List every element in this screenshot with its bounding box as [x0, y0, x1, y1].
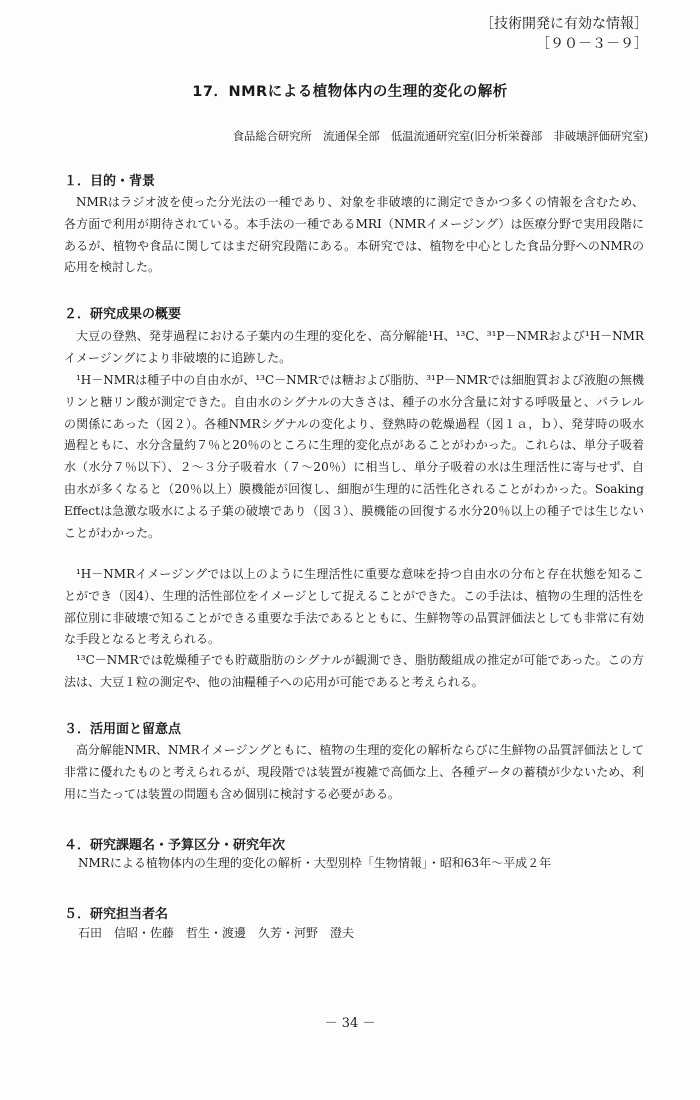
section-2-paragraph-2: ¹H－NMRは種子中の自由水が、¹³C－NMRでは糖および脂肪、³¹P－NMRでは細胞質および液胞の無機リンと糖リン酸が測定できた。自由水のシグナルの大きさは、種子の水分含量に対する呼吸量と、パラレルの関係にあった（図２）。各種NMRシグナルの変化より、登熟時の乾燥過程（図１ａ，ｂ）、発芽時の吸水過程ともに、水分含量約７％と20％のところに生理的変化点があることがわかった。これらは、単分子吸着水（水分７％以下）、２～３分子吸着水（７～20％）に相当し、単分子吸着の水は生理活性に寄与せず、自由水が多くなると（20％以上）膜機能が回復し、細胞が生理的に活性化されることがわかった。Soaking Effectは急激な吸水による子葉の破壊であり（図３）、膜機能の回復する水分20％以上の種子では生じないことがわかった。	[64, 373, 644, 540]
page-number: － 34 －	[324, 1016, 376, 1031]
info-number: ［９０－３－９］	[536, 36, 648, 52]
section-2-paragraph-3: ¹H－NMRイメージングでは以上のように生理活性に重要な意味を持つ自由水の分布と存在状態を知ることができ（図4）、生理的活性部位をイメージとして捉えることができた。この手法は、植物の生理的活性を部位別に非破壊で知ることができる重要な手法であるとともに、生鮮物等の品質評価法としても非常に有効な手段となると考えられる。	[64, 567, 644, 647]
page-title: 17．NMRによる植物体内の生理的変化の解析	[192, 84, 508, 100]
research-project-line: NMRによる植物体内の生理的変化の解析・大型別枠「生物情報」・昭和63年～平成２年	[78, 856, 552, 870]
document-code	[480, 14, 648, 54]
section-heading-2: ２．研究成果の概要	[64, 307, 182, 322]
section-2-paragraph-1: 大豆の登熟、発芽過程における子葉内の生理的変化を、高分解能¹H、¹³C、³¹P－NMRおよび¹H－NMRイメージングにより非破壊的に追跡した。	[64, 329, 644, 365]
section-heading-4: ４．研究課題名・予算区分・研究年次	[64, 838, 286, 853]
section-2-paragraph-4: ¹³C－NMRでは乾燥種子でも貯蔵脂肪のシグナルが観測でき、脂肪酸組成の推定が可能であった。この方法は、大豆１粒の測定や、他の油糧種子への応用が可能であると考えられる。	[64, 653, 644, 689]
section-1-paragraph: NMRはラジオ波を使った分光法の一種であり、対象を非破壊的に測定できかつ多くの情報を含むため、各方面で利用が期待されている。本手法の一種であるMRI（NMRイメージング）は医療分野で実用段階にあるが、植物や食品に関してはまだ研究段階にある。本研究では、植物を中心とした食品分野へのNMRの応用を検討した。	[64, 195, 644, 275]
researchers-line: 石田 信昭・佐藤 哲生・渡邊 久芳・河野 澄夫	[78, 926, 355, 940]
info-category: ［技術開発に有効な情報］	[480, 16, 648, 32]
section-heading-5: ５．研究担当者名	[64, 907, 169, 922]
affiliation: 食品総合研究所 流通保全部 低温流通研究室(旧分析栄養部 非破壊評価研究室)	[232, 129, 648, 143]
section-heading-3: ３．活用面と留意点	[64, 722, 182, 737]
section-3-paragraph: 高分解能NMR、NMRイメージングともに、植物の生理的変化の解析ならびに生鮮物の品質評価法として非常に優れたものと考えられるが、現段階では装置が複雑で高価な上、各種データの蓄積が少ないため、利用に当たっては装置の問題も含め個別に検討する必要がある。	[64, 743, 644, 801]
section-heading-1: １．目的・背景	[64, 174, 156, 189]
